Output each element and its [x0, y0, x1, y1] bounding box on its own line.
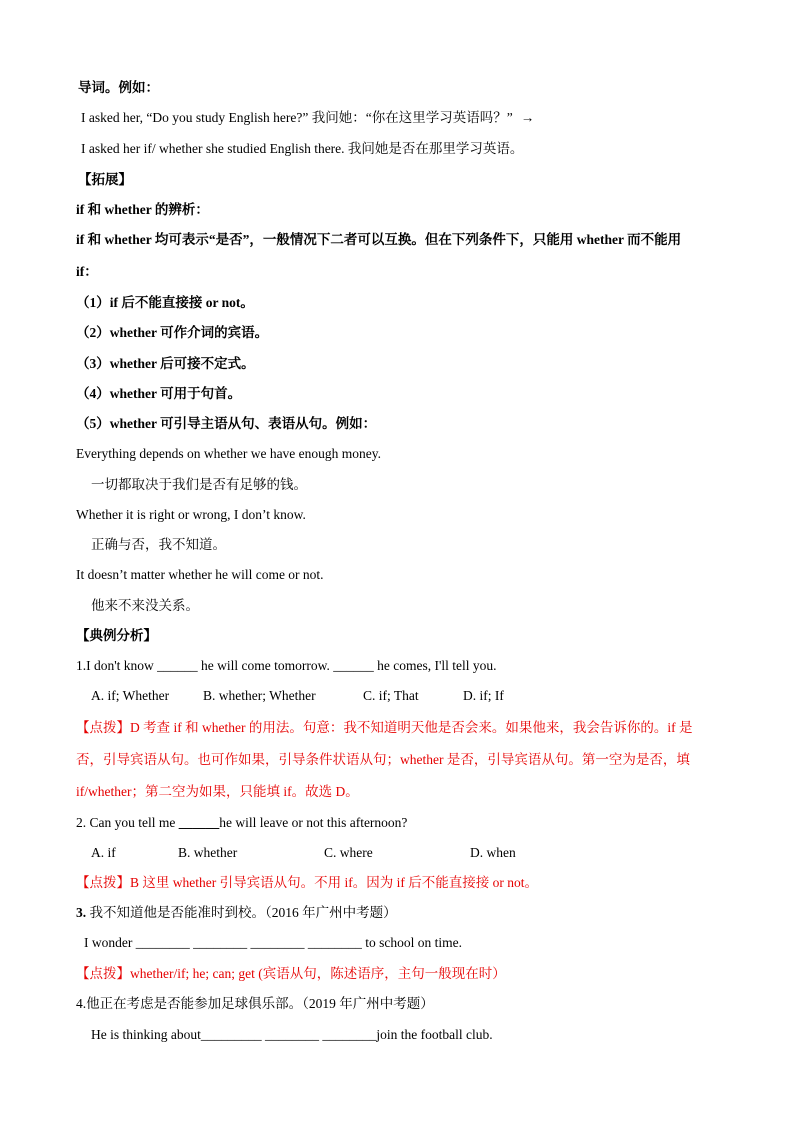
rule-1: （1）if 后不能直接接 or not。: [76, 295, 254, 310]
example-3-zh: 他来不来没关系。: [91, 598, 199, 613]
question-1-options: [91, 686, 504, 706]
example-question-text: I asked her, “Do you study English here?” 我问她：“你在这里学习英语吗？”: [81, 110, 513, 125]
option-a: A. if: [91, 845, 116, 860]
rule-2: （2）whether 可作介词的宾语。: [76, 325, 269, 340]
example-1-en: Everything depends on whether we have enough money.: [76, 446, 382, 461]
option-b: B. whether; Whether: [203, 688, 316, 703]
expand-heading: 【拓展】: [78, 172, 132, 187]
example-question: [81, 108, 534, 128]
question-1-note-line-1: 【点拨】D 考查 if 和 whether 的用法。句意：我不知道明天他是否会来。如果他来，我会告诉你的。if 是: [76, 720, 693, 735]
question-3-sentence: I wonder ________ ________ ________ ________ to school on time.: [84, 935, 462, 950]
question-3-note: 【点拨】whether/if; he; can; get (宾语从句，陈述语序，主句一般现在时）: [76, 966, 506, 981]
question-2-text-post: he will leave or not this afternoon?: [219, 815, 408, 830]
example-1-zh: 一切都取决于我们是否有足够的钱。: [91, 477, 307, 492]
rule-3: （3）whether 后可接不定式。: [76, 356, 255, 371]
question-3-number: 3.: [76, 905, 87, 920]
example-2-zh: 正确与否，我不知道。: [91, 537, 226, 552]
question-4: 4.他正在考虑是否能参加足球俱乐部。（2019 年广州中考题）: [76, 996, 434, 1011]
example-answer: I asked her if/ whether she studied English there. 我问她是否在那里学习英语。: [81, 141, 524, 156]
question-2-note: 【点拨】B 这里 whether 引导宾语从句。不用 if。因为 if 后不能直接接 or not。: [76, 875, 538, 890]
question-2: [76, 813, 407, 833]
diff-line-2: if：: [76, 264, 98, 279]
diff-line-1: if 和 whether 均可表示“是否”，一般情况下二者可以互换。但在下列条件下，只能用 whether 而不能用: [76, 232, 682, 247]
rule-4: （4）whether 可用于句首。: [76, 386, 242, 401]
question-1: 1.I don't know ______ he will come tomorrow. ______ he comes, I'll tell you.: [76, 658, 497, 673]
option-c: C. where: [324, 845, 373, 860]
option-c: C. if; That: [363, 688, 419, 703]
option-d: D. when: [470, 845, 516, 860]
question-1-note-line-3: if/whether；第二空为如果，只能填 if。故选 D。: [76, 784, 359, 799]
question-2-text-pre: 2. Can you tell me: [76, 815, 179, 830]
option-d: D. if; If: [463, 688, 504, 703]
diff-heading: if 和 whether 的辨析：: [76, 202, 209, 217]
rule-5: （5）whether 可引导主语从句、表语从句。例如：: [76, 416, 377, 431]
question-2-options: [91, 843, 516, 863]
example-3-en: It doesn’t matter whether he will come or not.: [76, 567, 324, 582]
question-4-sentence: He is thinking about_________ ________ ________join the football club.: [91, 1027, 493, 1042]
question-3: [76, 903, 397, 923]
intro-label: 导词。例如：: [78, 80, 159, 95]
question-3-text: 我不知道他是否能准时到校。（2016 年广州中考题）: [86, 905, 397, 920]
question-1-note-line-2: 否，引导宾语从句。也可作如果，引导条件状语从句；whether 是否，引导宾语从句。第一空为是否，填: [76, 752, 690, 767]
option-a: A. if; Whether: [91, 688, 170, 703]
option-b: B. whether: [178, 845, 238, 860]
analysis-heading: 【典例分析】: [76, 628, 157, 643]
question-2-blank: ______: [178, 815, 220, 830]
example-2-en: Whether it is right or wrong, I don’t know.: [76, 507, 306, 522]
arrow-icon: →: [520, 110, 535, 125]
